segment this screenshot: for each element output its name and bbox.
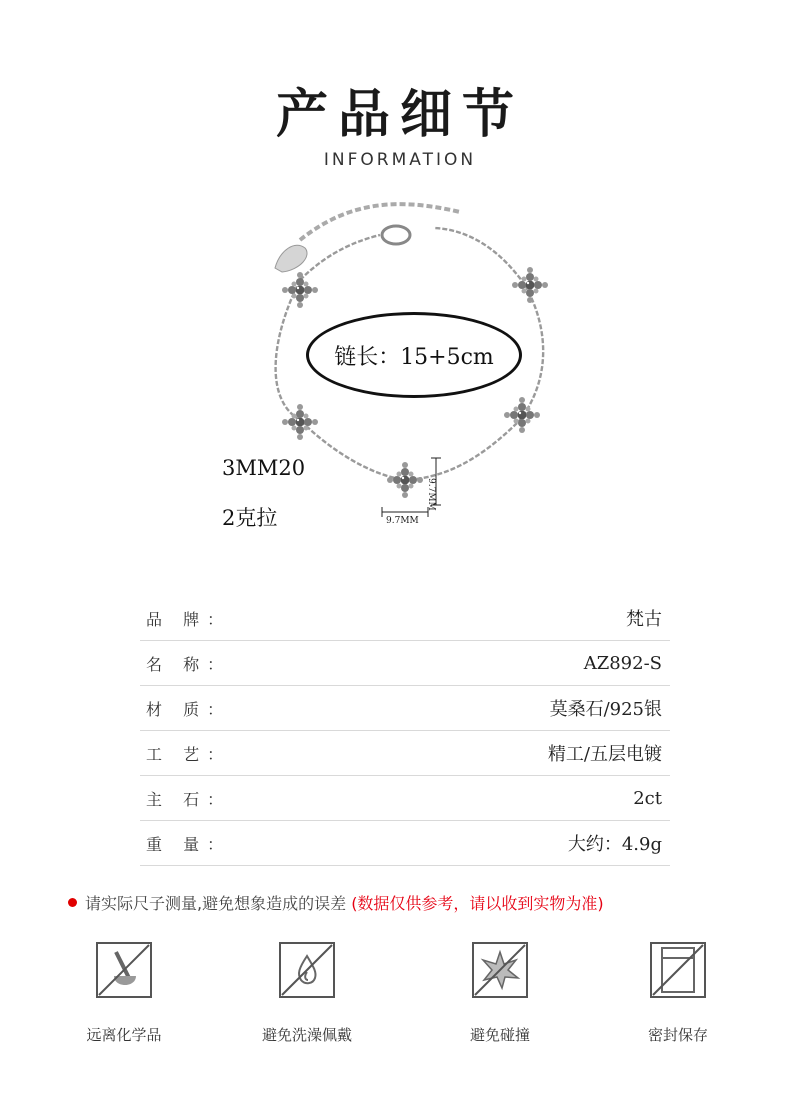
care-tip-water bbox=[237, 940, 377, 1045]
spec-label: 材 质： bbox=[146, 699, 232, 719]
notice-text: 请实际尺子测量,避免想象造成的误差 bbox=[85, 894, 347, 913]
spec-label: 工 艺： bbox=[146, 744, 232, 764]
chain-length-label: 链长：15+5cm bbox=[306, 312, 522, 398]
carat-note: 2克拉 bbox=[222, 506, 278, 530]
spec-value: 精工/五层电镀 bbox=[547, 744, 662, 765]
spec-row-main-stone bbox=[140, 776, 670, 821]
spec-value: AZ892-S bbox=[583, 652, 662, 674]
spec-row-name bbox=[140, 641, 670, 686]
care-tip-storage bbox=[608, 940, 748, 1045]
spec-label: 品 牌： bbox=[146, 609, 232, 629]
spec-row-material bbox=[140, 686, 670, 731]
spec-label: 名 称： bbox=[146, 654, 232, 674]
spec-value: 梵古 bbox=[626, 609, 662, 630]
spec-value: 2ct bbox=[633, 787, 662, 809]
bullet-dot-icon bbox=[68, 898, 77, 907]
care-label: 避免碰撞 bbox=[469, 1026, 530, 1044]
spec-label: 重 量： bbox=[146, 834, 232, 854]
spec-table bbox=[140, 596, 670, 866]
care-label: 远离化学品 bbox=[86, 1026, 162, 1044]
no-impact-icon bbox=[470, 940, 530, 1000]
spec-value: 大约：4.9g bbox=[567, 834, 662, 855]
page-subtitle: INFORMATION bbox=[323, 150, 477, 170]
no-chemicals-icon bbox=[94, 940, 154, 1000]
care-tip-chemicals bbox=[54, 940, 194, 1045]
spec-label: 主 石： bbox=[146, 789, 232, 809]
stone-note: 3MM20 bbox=[222, 456, 306, 480]
no-water-icon bbox=[277, 940, 337, 1000]
page-title: 产品细节 bbox=[275, 85, 524, 145]
care-label: 密封保存 bbox=[647, 1026, 708, 1044]
sealed-storage-icon bbox=[648, 940, 708, 1000]
measurement-notice bbox=[68, 891, 768, 914]
dimension-horizontal: 9.7MM bbox=[386, 516, 419, 526]
dimension-vertical: 9.7MM bbox=[426, 478, 436, 511]
spec-row-brand bbox=[140, 596, 670, 641]
care-label: 避免洗澡佩戴 bbox=[261, 1026, 352, 1044]
care-tip-impact bbox=[430, 940, 570, 1045]
notice-highlight: (数据仅供参考，请以收到实物为准) bbox=[351, 894, 604, 913]
spec-value: 莫桑石/925银 bbox=[549, 699, 662, 720]
spec-row-craft bbox=[140, 731, 670, 776]
spec-row-weight bbox=[140, 821, 670, 866]
